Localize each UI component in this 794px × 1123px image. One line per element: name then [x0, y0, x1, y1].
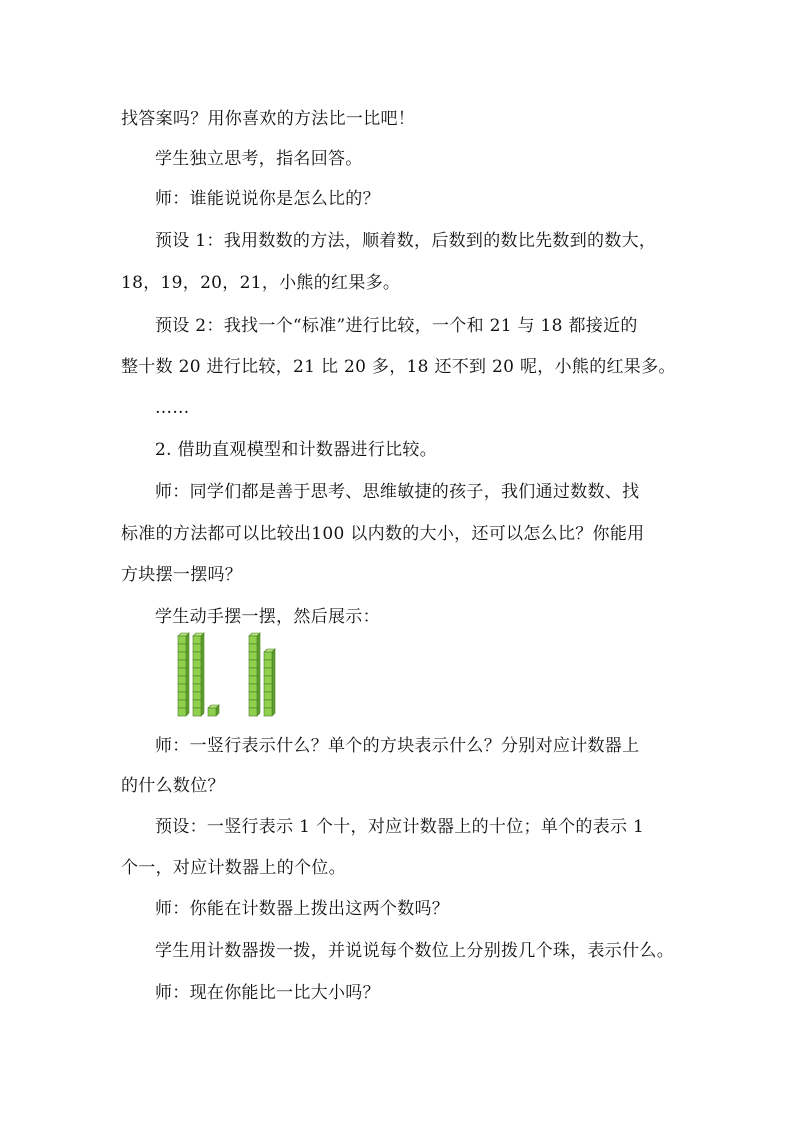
ten-rod-cube — [178, 668, 186, 676]
ten-rod-cube — [193, 684, 201, 692]
ten-rod-cube — [178, 692, 186, 700]
unit-cube — [264, 708, 272, 716]
ten-rod-cube — [249, 652, 257, 660]
ten-rod-cube — [193, 652, 201, 660]
text-line-3: 师：谁能说说你是怎么比的？ — [155, 189, 380, 209]
ten-rod-cube — [249, 708, 257, 716]
ten-rod-cube — [193, 708, 201, 716]
text-line-13: 学生动手摆一摆，然后展示： — [155, 607, 380, 627]
ten-rod-cube — [193, 644, 201, 652]
ten-rod-cube — [249, 636, 257, 644]
ten-rod-cube — [193, 668, 201, 676]
text-line-9: 2. 借助直观模型和计数器进行比较。 — [155, 440, 438, 460]
ten-rod-cube — [249, 660, 257, 668]
ten-rod-side — [186, 633, 189, 716]
text-line-15: 的什么数位？ — [121, 776, 225, 796]
ten-rod-cube — [249, 700, 257, 708]
text-line-17: 个一，对应计数器上的个位。 — [121, 858, 346, 878]
ones-side — [272, 649, 275, 716]
ten-rod-cube — [193, 660, 201, 668]
ten-rod-cube — [193, 700, 201, 708]
text-line-6: 预设 2：我找一个“标准”进行比较，一个和 21 与 18 都接近的 — [155, 316, 638, 336]
text-line-18: 师：你能在计数器上拨出这两个数吗？ — [155, 899, 450, 919]
text-line-2: 学生独立思考，指名回答。 — [155, 149, 363, 169]
ten-rod-side — [201, 633, 204, 716]
unit-cube — [264, 668, 272, 676]
ten-rod-cube — [193, 692, 201, 700]
unit-cube — [208, 708, 216, 716]
text-line-19: 学生用计数器拨一拨，并说说每个数位上分别拨几个珠，表示什么。 — [155, 941, 674, 961]
text-line-16: 预设：一竖行表示 1 个十，对应计数器上的十位；单个的表示 1 — [155, 817, 645, 837]
text-line-4: 预设 1：我用数数的方法，顺着数，后数到的数比先数到的数大， — [155, 231, 657, 251]
text-line-12: 方块摆一摆吗？ — [121, 565, 243, 585]
ten-rod-cube — [178, 652, 186, 660]
unit-cube — [264, 684, 272, 692]
ten-rod-cube — [178, 676, 186, 684]
unit-cube — [264, 676, 272, 684]
ten-rod-cube — [193, 676, 201, 684]
ten-rod-side — [257, 633, 260, 716]
ten-rod-cube — [178, 700, 186, 708]
unit-cube — [264, 700, 272, 708]
ten-rod-cube — [249, 644, 257, 652]
unit-cube — [264, 692, 272, 700]
ten-rod-cube — [249, 692, 257, 700]
text-line-8: …… — [155, 398, 190, 418]
ten-rod-cube — [193, 636, 201, 644]
ten-rod-cube — [178, 684, 186, 692]
ten-rod-cube — [178, 636, 186, 644]
ten-rod-cube — [178, 644, 186, 652]
text-line-1: 找答案吗？用你喜欢的方法比一比吧！ — [121, 109, 416, 129]
text-line-11: 标准的方法都可以比较出100 以内数的大小，还可以怎么比？你能用 — [121, 524, 645, 544]
ten-rod-cube — [249, 676, 257, 684]
text-line-10: 师：同学们都是善于思考、思维敏捷的孩子，我们通过数数、找 — [155, 482, 640, 502]
ten-rod-cube — [249, 668, 257, 676]
ten-rod-cube — [178, 660, 186, 668]
ten-rod-cube — [178, 708, 186, 716]
unit-cube — [264, 652, 272, 660]
text-line-14: 师：一竖行表示什么？单个的方块表示什么？分别对应计数器上 — [155, 736, 640, 756]
ten-rod-cube — [249, 684, 257, 692]
unit-cube — [264, 660, 272, 668]
base-ten-blocks-figure — [176, 632, 306, 722]
text-line-5: 18，19，20，21，小熊的红果多。 — [121, 273, 401, 293]
text-line-20: 师：现在你能比一比大小吗？ — [155, 983, 380, 1003]
text-line-7: 整十数 20 进行比较，21 比 20 多，18 还不到 20 呢，小熊的红果多。 — [121, 357, 676, 377]
